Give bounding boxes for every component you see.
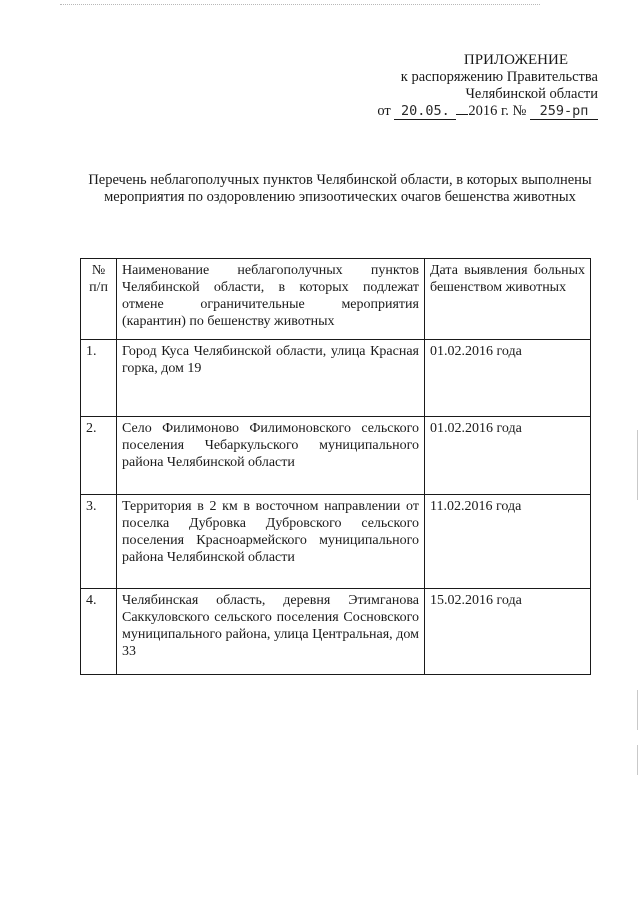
appendix-title: ПРИЛОЖЕНИЕ [463,52,568,68]
scan-artifact-line [60,4,540,5]
row-number: 4. [81,589,117,675]
row-number: 3. [81,495,117,589]
scan-edge-mark [637,430,638,500]
appendix-region-line: Челябинской области [465,86,598,102]
table-row [81,495,591,589]
row-location: Челябинская область, деревня Этимганова Саккуловского сельского поселения Сосновского муниципального района, улица Центральная, дом 33 [117,589,425,675]
row-date: 01.02.2016 года [425,417,591,495]
column-header-location: Наименование неблагополучных пунктов Челябинской области, в которых подлежат отмене ограничительные мероприятия (карантин) по бешенству животных [117,259,425,340]
appendix-header [350,52,598,120]
order-date-line [350,103,598,120]
table-row [81,340,591,417]
row-location: Город Куса Челябинской области, улица Красная горка, дом 19 [117,340,425,417]
row-date: 11.02.2016 года [425,495,591,589]
locations-table [80,258,591,675]
document-title: Перечень неблагополучных пунктов Челябинской области, в которых выполнены мероприятия по оздоровлению эпизоотических очагов бешенства животных [88,172,592,205]
table-row [81,589,591,675]
table-row [81,417,591,495]
order-year-label: 2016 г. № [468,103,527,119]
date-prefix: от [377,103,391,119]
row-number: 1. [81,340,117,417]
scan-edge-mark [637,690,638,730]
column-header-date: Дата выявления больных бешенством животных [425,259,591,340]
order-number-field: 259-рп [530,104,598,120]
row-date: 01.02.2016 года [425,340,591,417]
table-header-row [81,259,591,340]
row-number: 2. [81,417,117,495]
order-date-field: 20.05. [394,104,456,120]
column-header-number: № п/п [81,259,117,340]
row-location: Село Филимоново Филимоновского сельского поселения Чебаркульского муниципального района Челябинской области [117,417,425,495]
date-underline [456,114,468,115]
row-date: 15.02.2016 года [425,589,591,675]
row-location: Территория в 2 км в восточном направлении от поселка Дубровка Дубровского сельского поселения Красноармейского муниципального района Челябинской области [117,495,425,589]
scan-edge-mark [637,745,638,775]
appendix-reference-line: к распоряжению Правительства [400,69,598,85]
